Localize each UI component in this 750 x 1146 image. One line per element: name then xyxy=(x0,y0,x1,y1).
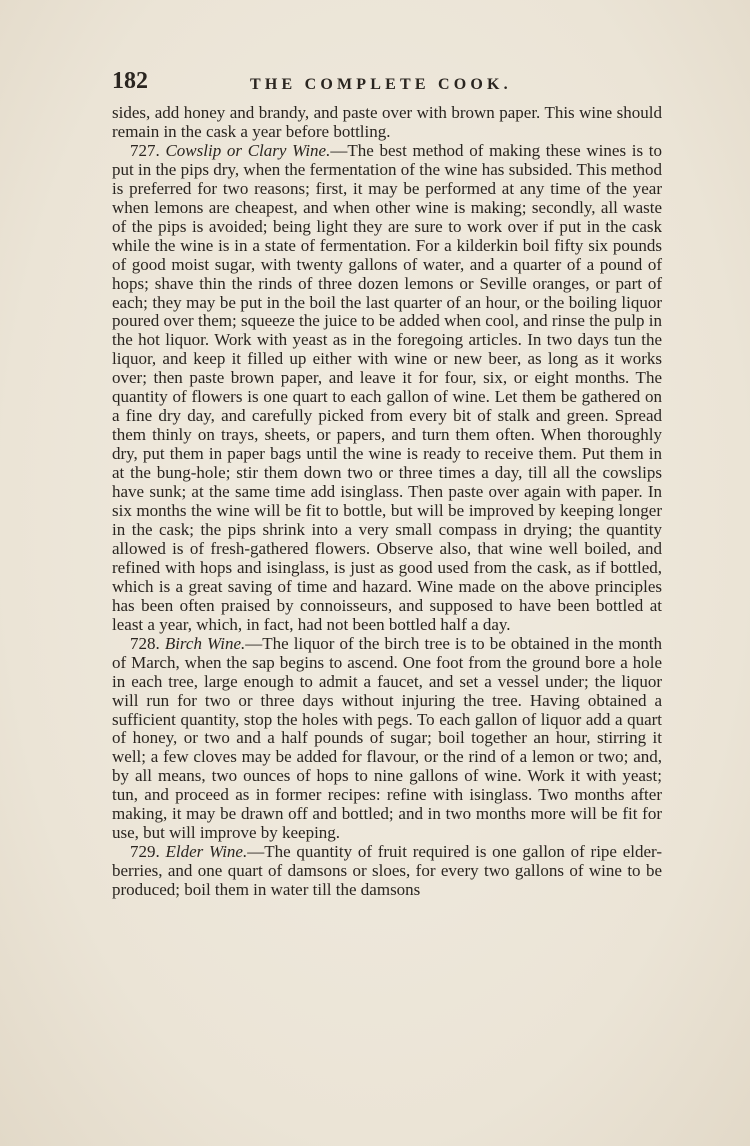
page-number: 182 xyxy=(112,68,148,94)
recipe-729 xyxy=(112,843,662,900)
running-title: THE COMPLETE COOK. xyxy=(250,76,512,93)
continued-paragraph: sides, add honey and brandy, and paste over with brown paper. This wine should remain in the cask a year before bottling. xyxy=(112,103,662,141)
recipe-number: 729. xyxy=(130,842,160,862)
recipe-number: 727. xyxy=(130,140,160,160)
page-header xyxy=(112,68,662,102)
recipe-title: Cowslip or Clary Wine. xyxy=(165,140,331,160)
recipe-title: Elder Wine. xyxy=(165,842,248,862)
recipe-text: —The best method of making these wines is to put in the pips dry, when the fermentation of the wine has subsided. This method is preferred for two reasons; first, it may be performed at any time of the year when lemons are cheapest, and when other wine is making; secondly, all waste of the pips is avoided; being light they are sure to work over if put in the cask while the wine is in a state of fermentation. For a kilderkin boil fifty six pounds of good moist sugar, with twenty gallons of water, and a quarter of a pound of hops; shave thin the rinds of three dozen lemons or Seville oranges, or part of each; they may be put in the boil the last quarter of an hour, or the boiling liquor poured over them; squeeze the juice to be added when cool, and rinse the pulp in the hot liquor. Work with yeast as in the foregoing articles. In two days tun the liquor, and keep it filled up either with wine or new beer, as long as it works over; then paste brown paper, and leave it for four, six, or eight months. The quantity of flowers is one quart to each gallon of wine. Let them be gathered on a fine dry day, and carefully picked from every bit of stalk and green. Spread them thinly on trays, sheets, or papers, and turn them often. When thoroughly dry, put them in paper bags until the wine is ready to receive them. Put them in at the bung-hole; stir them down two or three times a day, till all the cowslips have sunk; at the same time add isinglass. Then paste over again with paper. In six months the wine will be fit to bottle, but will be improved by keeping longer in the cask; the pips shrink into a very small compass in drying; the quantity allowed is of fresh-gathered flowers. Observe also, that wine well boiled, and refined with hops and isinglass, is just as good used from the cask, as if bottled, which is a great saving of time and hazard. Wine made on the above principles has been often praised by connoisseurs, and supposed to have been bottled at least a year, which, in fact, had not been bottled half a day. xyxy=(112,140,663,634)
recipe-728 xyxy=(112,635,662,843)
body-text xyxy=(112,104,662,900)
recipe-text: —The quantity of fruit required is one gallon of ripe elder-berries, and one quart of damsons or sloes, for every two gallons of wine to be produced; boil them in water till the damsons xyxy=(112,842,662,900)
recipe-number: 728. xyxy=(130,633,160,653)
recipe-title: Birch Wine. xyxy=(164,633,246,653)
recipe-text: —The liquor of the birch tree is to be obtained in the month of March, when the sap begins to ascend. One foot from the ground bore a hole in each tree, large enough to admit a faucet, and set a vessel under; the liquor will run for two or three days without injuring the tree. Having obtained a sufficient quantity, stop the holes with pegs. To each gallon of liquor add a quart of honey, or two and a half pounds of sugar; boil together an hour, stirring it well; a few cloves may be added for flavour, or the rind of a lemon or two; and, by all means, two ounces of hops to nine gallons of wine. Work it with yeast; tun, and proceed as in former recipes: refine with isinglass. Two months after making, it may be drawn off and bottled; and in two months more will be fit for use, but will improve by keeping. xyxy=(112,633,662,843)
recipe-727 xyxy=(112,142,662,635)
